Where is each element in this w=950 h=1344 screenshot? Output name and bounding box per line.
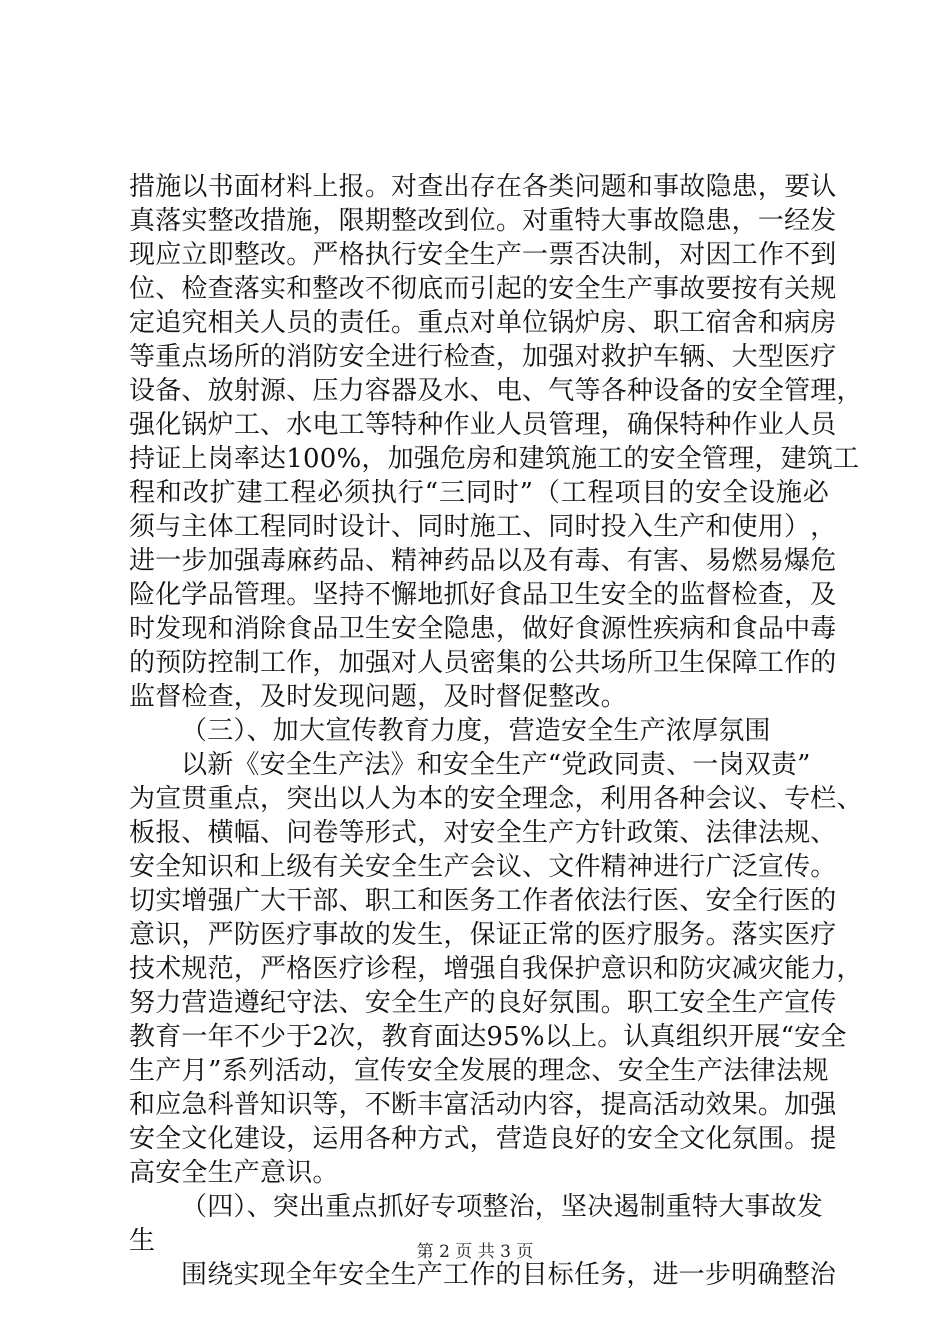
- paragraph-line: 现 应 立 即 整 改 。 严 格 执 行 安 全 生 产 一 票 否 决 制 ， 对 因 工 作 不 到: [129, 240, 837, 270]
- section-heading: （三）、加大宣传教育力度，营造安全生产浓厚氛围: [181, 716, 771, 746]
- paragraph-line: 强 化 锅 炉 工 、 水 电 工 等 特 种 作 业 人 员 管 理 ， 确 保 特 种 作 业 人 员: [129, 410, 837, 440]
- paragraph-line: 技 术 规 范 ， 严 格 医 疗 诊 程 ， 增 强 自 我 保 护 意 识 和 防 灾 减 灾 能 力 ，: [129, 954, 863, 984]
- paragraph-line: 的 预 防 控 制 工 作 ， 加 强 对 人 员 密 集 的 公 共 场 所 卫 生 保 障 工 作 的: [129, 648, 837, 678]
- paragraph-line: 围绕实现全年安全生产工作的目标任务，进一步明确整治: [181, 1260, 837, 1290]
- paragraph-line: 位 、 检 查 落 实 和 整 改 不 彻 底 而 引 起 的 安 全 生 产 事 故 要 按 有 关 规: [129, 274, 837, 304]
- body-text: [129, 170, 863, 1292]
- paragraph-line: 切 实 增 强 广 大 干 部 、 职 工 和 医 务 工 作 者 依 法 行 医 、 安 全 行 医 的: [129, 886, 837, 916]
- paragraph-line: 监督检查，及时发现问题，及时督促整改。: [129, 682, 627, 712]
- paragraph-line: 安 全 知 识 和 上 级 有 关 安 全 生 产 会 议 、 文 件 精 神 进 行 广 泛 宣 传 。: [129, 852, 837, 882]
- paragraph-line: 措 施 以 书 面 材 料 上 报 。 对 查 出 存 在 各 类 问 题 和 事 故 隐 患 ， 要 认: [129, 172, 837, 202]
- section-heading-continued: 生: [129, 1226, 156, 1256]
- section-heading: （四）、突出重点抓好专项整治，坚决遏制重特大事故发: [181, 1192, 824, 1222]
- paragraph-line: 设 备 、 放 射 源 、 压 力 容 器 及 水 、 电 、 气 等 各 种 设 备 的 安 全 管 理 ，: [129, 376, 863, 406]
- paragraph-line: 程 和 改 扩 建 工 程 必 须 执 行 “ 三 同 时 ” （ 工 程 项 目 的 安 全 设 施 必: [129, 478, 829, 508]
- paragraph-line: 时 发 现 和 消 除 食 品 卫 生 安 全 隐 患 ， 做 好 食 源 性 疾 病 和 食 品 中 毒: [129, 614, 837, 644]
- paragraph-line: 进 一 步 加 强 毒 麻 药 品 、 精 神 药 品 以 及 有 毒 、 有 害 、 易 燃 易 爆 危: [129, 546, 837, 576]
- paragraph-line: 板 报 、 横 幅 、 问 卷 等 形 式 ， 对 安 全 生 产 方 针 政 策 、 法 律 法 规 、: [129, 818, 837, 848]
- paragraph-line: 以新《安全生产法》和安全生产“党政同责、一岗双责”: [181, 750, 811, 780]
- paragraph-line: 定 追 究 相 关 人 员 的 责 任 。 重 点 对 单 位 锅 炉 房 、 职 工 宿 舍 和 病 房: [129, 308, 837, 338]
- paragraph-line: 和 应 急 科 普 知 识 等 ， 不 断 丰 富 活 动 内 容 ， 提 高 活 动 效 果 。 加 强: [129, 1090, 837, 1120]
- paragraph-line: 高安全生产意识。: [129, 1158, 339, 1188]
- paragraph-line: 生 产 月 ” 系 列 活 动 ， 宣 传 安 全 发 展 的 理 念 、 安 全 生 产 法 律 法 规: [129, 1056, 829, 1086]
- paragraph-line: 险 化 学 品 管 理 。 坚 持 不 懈 地 抓 好 食 品 卫 生 安 全 的 监 督 检 查 ， 及: [129, 580, 837, 610]
- paragraph-line: 努 力 营 造 遵 纪 守 法 、 安 全 生 产 的 良 好 氛 围 。 职 工 安 全 生 产 宣 传: [129, 988, 837, 1018]
- paragraph-line: 须 与 主 体 工 程 同 时 设 计 、 同 时 施 工 、 同 时 投 入 生 产 和 使 用 ） ，: [129, 512, 837, 542]
- paragraph-line: 真 落 实 整 改 措 施 ， 限 期 整 改 到 位 。 对 重 特 大 事 故 隐 患 ， 一 经 发: [129, 206, 837, 236]
- page-number: 第 2 页 共 3 页: [416, 1242, 534, 1262]
- paragraph-line: 意 识 ， 严 防 医 疗 事 故 的 发 生 ， 保 证 正 常 的 医 疗 服 务 。 落 实 医 疗: [129, 920, 837, 950]
- paragraph-line: 安 全 文 化 建 设 ， 运 用 各 种 方 式 ， 营 造 良 好 的 安 全 文 化 氛 围 。 提: [129, 1124, 837, 1154]
- paragraph-line: 教 育 一 年 不 少 于 2 次 ， 教 育 面 达 95% 以 上 。 认 真 组 织 开 展 “ 安 全: [129, 1022, 847, 1052]
- paragraph-line: 为 宣 贯 重 点 ， 突 出 以 人 为 本 的 安 全 理 念 ， 利 用 各 种 会 议 、 专 栏 、: [129, 784, 863, 814]
- paragraph-line: 持 证 上 岗 率 达 100% ， 加 强 危 房 和 建 筑 施 工 的 安 全 管 理 ， 建 筑 工: [129, 444, 860, 474]
- paragraph-line: 等 重 点 场 所 的 消 防 安 全 进 行 检 查 ， 加 强 对 救 护 车 辆 、 大 型 医 疗: [129, 342, 837, 372]
